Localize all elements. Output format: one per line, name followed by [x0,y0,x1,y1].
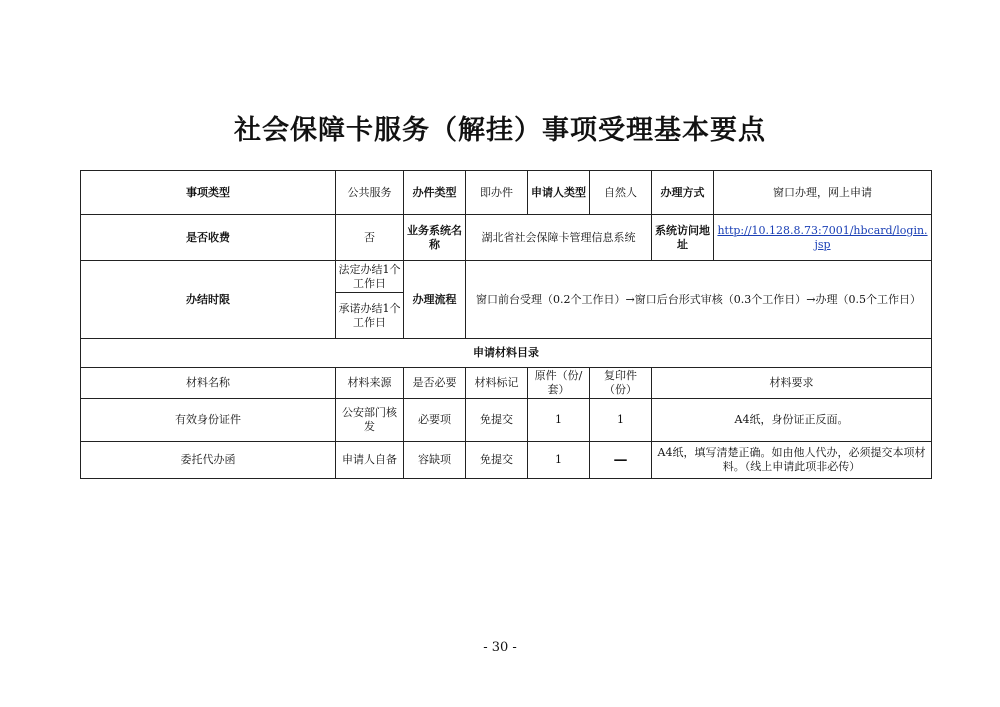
fee-value: 否 [336,215,404,261]
material-requirement: A4纸，身份证正反面。 [652,399,932,442]
material-required: 必要项 [404,399,466,442]
header-material-name: 材料名称 [81,368,336,399]
access-url-cell [714,215,932,261]
proc-type-value: 即办件 [466,171,528,215]
material-name: 委托代办函 [81,442,336,479]
row-materials-title [81,339,932,368]
method-value: 窗口办理，网上申请 [714,171,932,215]
row-item-type [81,171,932,215]
promise-time-value: 承诺办结1个工作日 [336,293,404,339]
materials-section-title: 申请材料目录 [81,339,932,368]
material-source: 公安部门核发 [336,399,404,442]
header-copy: 复印件（份） [590,368,652,399]
material-original-count: 1 [528,442,590,479]
time-limit-label: 办结时限 [81,261,336,339]
material-requirement: A4纸，填写清楚正确。如由他人代办，必须提交本项材料。（线上申请此项非必传） [652,442,932,479]
method-label: 办理方式 [652,171,714,215]
page-number: - 30 - [483,640,517,655]
applicant-type-label: 申请人类型 [528,171,590,215]
materials-header-row [81,368,932,399]
table-row [81,399,932,442]
material-source: 申请人自备 [336,442,404,479]
material-mark: 免提交 [466,399,528,442]
material-copy-count: — [590,442,652,479]
material-required: 容缺项 [404,442,466,479]
header-required: 是否必要 [404,368,466,399]
system-name-value: 湖北省社会保障卡管理信息系统 [466,215,652,261]
fee-label: 是否收费 [81,215,336,261]
page-title: 社会保障卡服务（解挂）事项受理基本要点 [234,115,766,146]
row-time-limit [81,261,932,293]
header-original: 原件（份/套） [528,368,590,399]
flow-label: 办理流程 [404,261,466,339]
item-type-value: 公共服务 [336,171,404,215]
table-row [81,442,932,479]
header-requirement: 材料要求 [652,368,932,399]
legal-time-value: 法定办结1个工作日 [336,261,404,293]
proc-type-label: 办件类型 [404,171,466,215]
flow-value: 窗口前台受理（0.2个工作日）→窗口后台形式审核（0.3个工作日）→办理（0.5个工作日） [466,261,932,339]
applicant-type-value: 自然人 [590,171,652,215]
access-url-link[interactable]: http://10.128.8.73:7001/hbcard/login.jsp [717,223,928,251]
row-fee [81,215,932,261]
header-material-source: 材料来源 [336,368,404,399]
material-name: 有效身份证件 [81,399,336,442]
item-type-label: 事项类型 [81,171,336,215]
access-url-label: 系统访问地址 [652,215,714,261]
material-copy-count: 1 [590,399,652,442]
header-material-mark: 材料标记 [466,368,528,399]
material-mark: 免提交 [466,442,528,479]
system-name-label: 业务系统名称 [404,215,466,261]
material-original-count: 1 [528,399,590,442]
service-info-table [80,170,932,479]
